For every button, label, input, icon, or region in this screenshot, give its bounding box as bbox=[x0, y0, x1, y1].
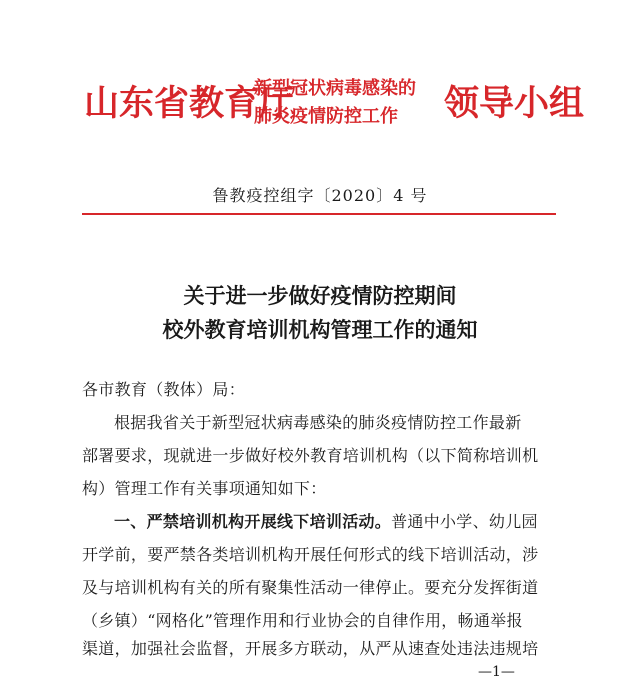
intro-line-1: 根据我省关于新型冠状病毒感染的肺炎疫情防控工作最新 bbox=[114, 413, 522, 432]
intro-line-2: 部署要求，现就进一步做好校外教育培训机构（以下简称培训机 bbox=[82, 446, 539, 465]
red-divider bbox=[82, 213, 556, 215]
page-number: —1— bbox=[478, 664, 515, 680]
letterhead-org-tail: 领导小组 bbox=[444, 84, 585, 124]
letterhead-org-main: 山东省教育厅 bbox=[84, 84, 295, 124]
section1-line-4: 渠道，加强社会监督，开展多方联动，从严从速查处违法违规培 bbox=[82, 639, 539, 658]
intro-line-3: 构）管理工作有关事项通知如下： bbox=[82, 479, 327, 498]
section1-line-2: 及与培训机构有关的所有聚集性活动一律停止。要充分发挥街道 bbox=[82, 578, 539, 597]
letterhead bbox=[0, 60, 640, 140]
section1-line-3: （乡镇）“网格化”管理作用和行业协会的自律作用，畅通举报 bbox=[82, 611, 523, 630]
section1-heading: 一、严禁培训机构开展线下培训活动。 bbox=[114, 512, 392, 531]
section1-line-1: 开学前，要严禁各类培训机构开展任何形式的线下培训活动，涉 bbox=[82, 545, 539, 564]
document-number: 鲁教疫控组字〔2020〕4 号 bbox=[212, 186, 428, 205]
document-title-line2: 校外教育培训机构管理工作的通知 bbox=[162, 317, 478, 342]
section1-first-rest: 普通中小学、幼儿园 bbox=[391, 512, 538, 531]
section1-first-line bbox=[114, 509, 538, 532]
letterhead-sub-line2: 肺炎疫情防控工作 bbox=[254, 106, 398, 127]
document-title-line1: 关于进一步做好疫情防控期间 bbox=[183, 283, 457, 308]
salutation: 各市教育（教体）局： bbox=[82, 380, 246, 399]
letterhead-sub-line1: 新型冠状病毒感染的 bbox=[254, 78, 416, 99]
